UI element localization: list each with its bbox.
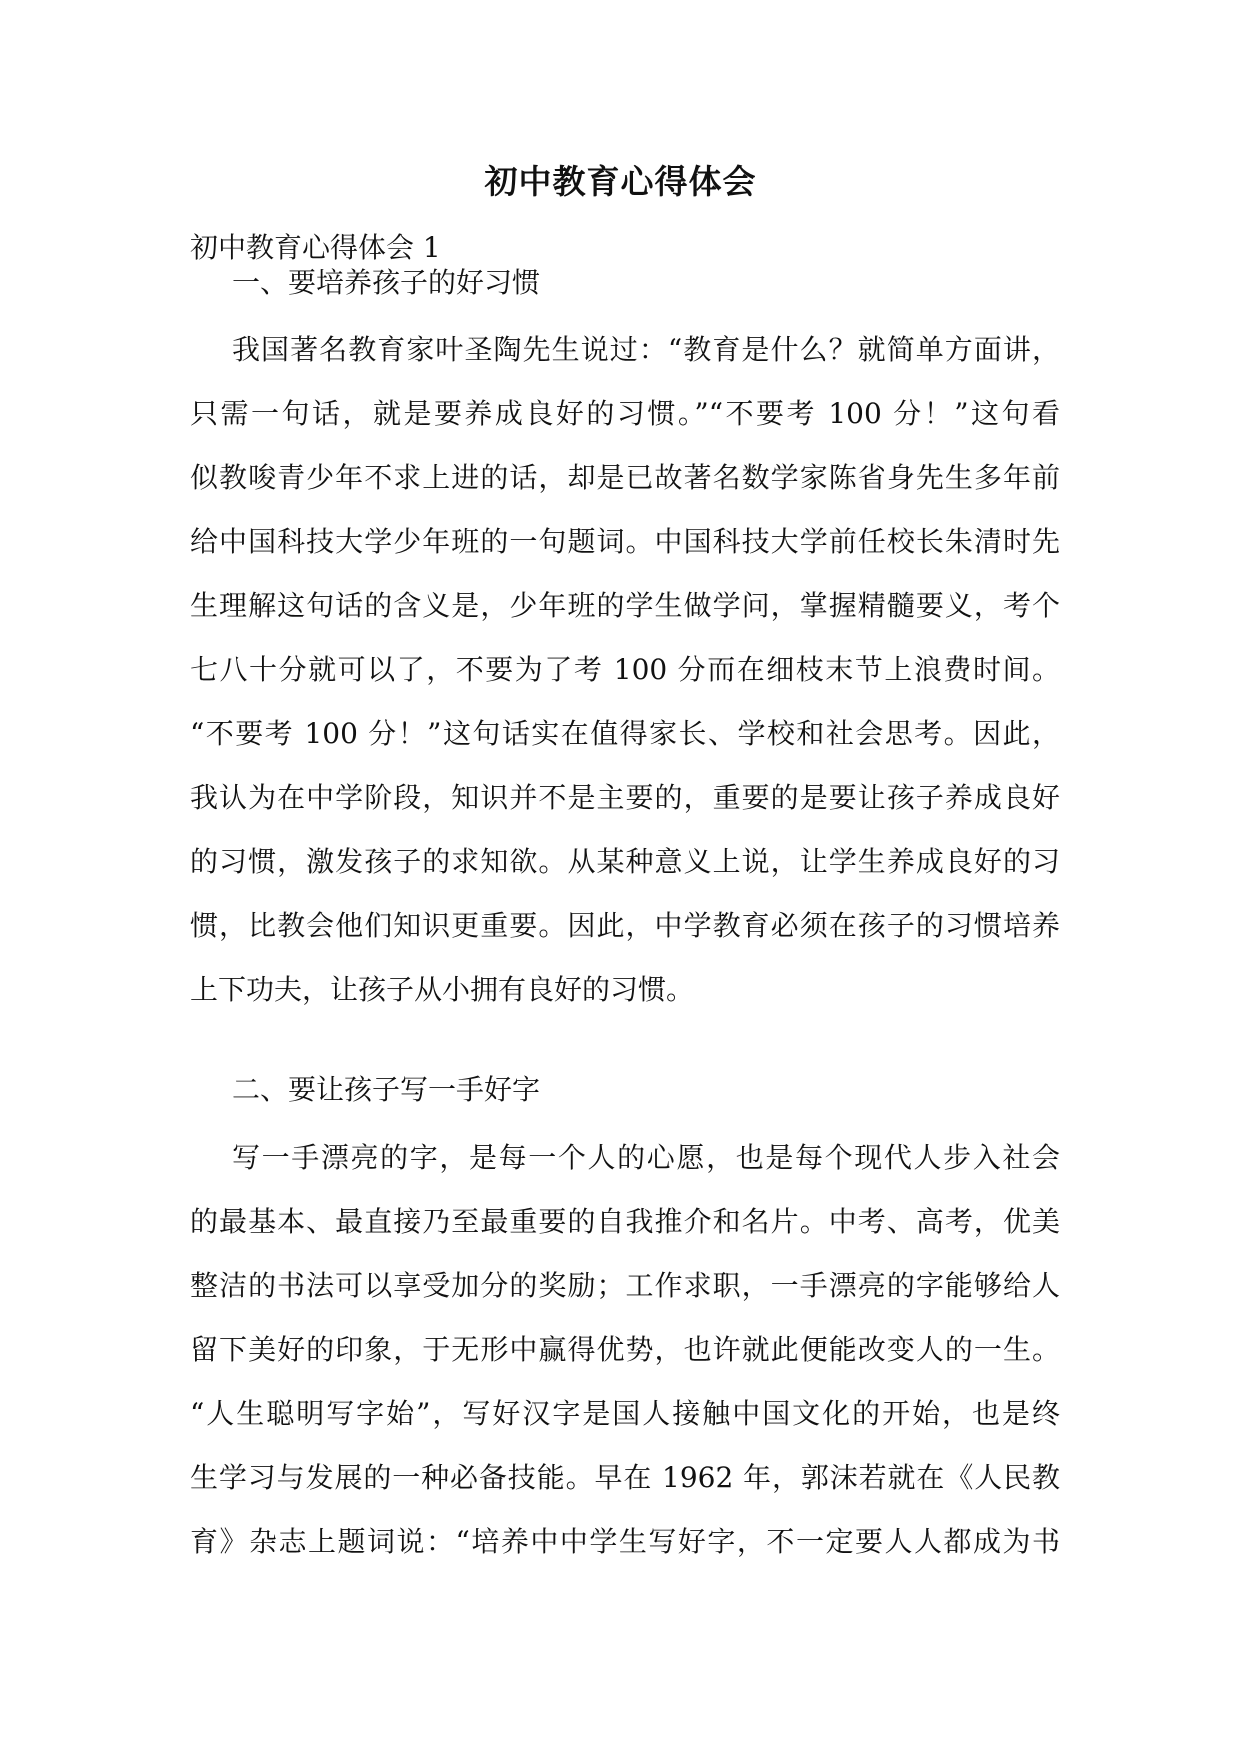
paragraph-line: 生理解这句话的含义是，少年班的学生做学问，掌握精髓要义，考个 <box>190 589 1060 622</box>
paragraph-line: 只需一句话，就是要养成良好的习惯。”“不要考 100 分！”这句看 <box>190 397 1060 430</box>
paragraph-line: 上下功夫，让孩子从小拥有良好的习惯。 <box>190 973 695 1006</box>
paragraph-line: 育》杂志上题词说：“培养中中学生写好字，不一定要人人都成为书 <box>190 1525 1060 1558</box>
section-heading-2: 二、要让孩子写一手好字 <box>232 1073 541 1106</box>
paragraph-line: “不要考 100 分！”这句话实在值得家长、学校和社会思考。因此， <box>190 717 1060 750</box>
document-subtitle: 初中教育心得体会 1 <box>190 231 441 264</box>
paragraph-line: 生学习与发展的一种必备技能。早在 1962 年，郭沫若就在《人民教 <box>190 1461 1060 1494</box>
section-2-paragraph <box>190 1126 1060 1574</box>
paragraph-line: 惯，比教会他们知识更重要。因此，中学教育必须在孩子的习惯培养 <box>190 909 1060 942</box>
paragraph-line: 似教唆青少年不求上进的话，却是已故著名数学家陈省身先生多年前 <box>190 461 1060 494</box>
section-heading-1: 一、要培养孩子的好习惯 <box>232 266 541 299</box>
document-title: 初中教育心得体会 <box>484 162 757 201</box>
paragraph-line: 我国著名教育家叶圣陶先生说过：“教育是什么？就简单方面讲， <box>232 333 1060 366</box>
paragraph-line: “人生聪明写字始”，写好汉字是国人接触中国文化的开始，也是终 <box>190 1397 1060 1430</box>
paragraph-line: 的习惯，激发孩子的求知欲。从某种意义上说，让学生养成良好的习 <box>190 845 1060 878</box>
paragraph-line: 整洁的书法可以享受加分的奖励；工作求职，一手漂亮的字能够给人 <box>190 1269 1060 1302</box>
paragraph-line: 给中国科技大学少年班的一句题词。中国科技大学前任校长朱清时先 <box>190 525 1060 558</box>
paragraph-line: 的最基本、最直接乃至最重要的自我推介和名片。中考、高考，优美 <box>190 1205 1060 1238</box>
paragraph-line: 七八十分就可以了，不要为了考 100 分而在细枝末节上浪费时间。 <box>190 653 1060 686</box>
paragraph-line: 写一手漂亮的字，是每一个人的心愿，也是每个现代人步入社会 <box>232 1141 1060 1174</box>
paragraph-line: 我认为在中学阶段，知识并不是主要的，重要的是要让孩子养成良好 <box>190 781 1060 814</box>
section-1-paragraph <box>190 318 1060 1022</box>
paragraph-line: 留下美好的印象，于无形中赢得优势，也许就此便能改变人的一生。 <box>190 1333 1060 1366</box>
